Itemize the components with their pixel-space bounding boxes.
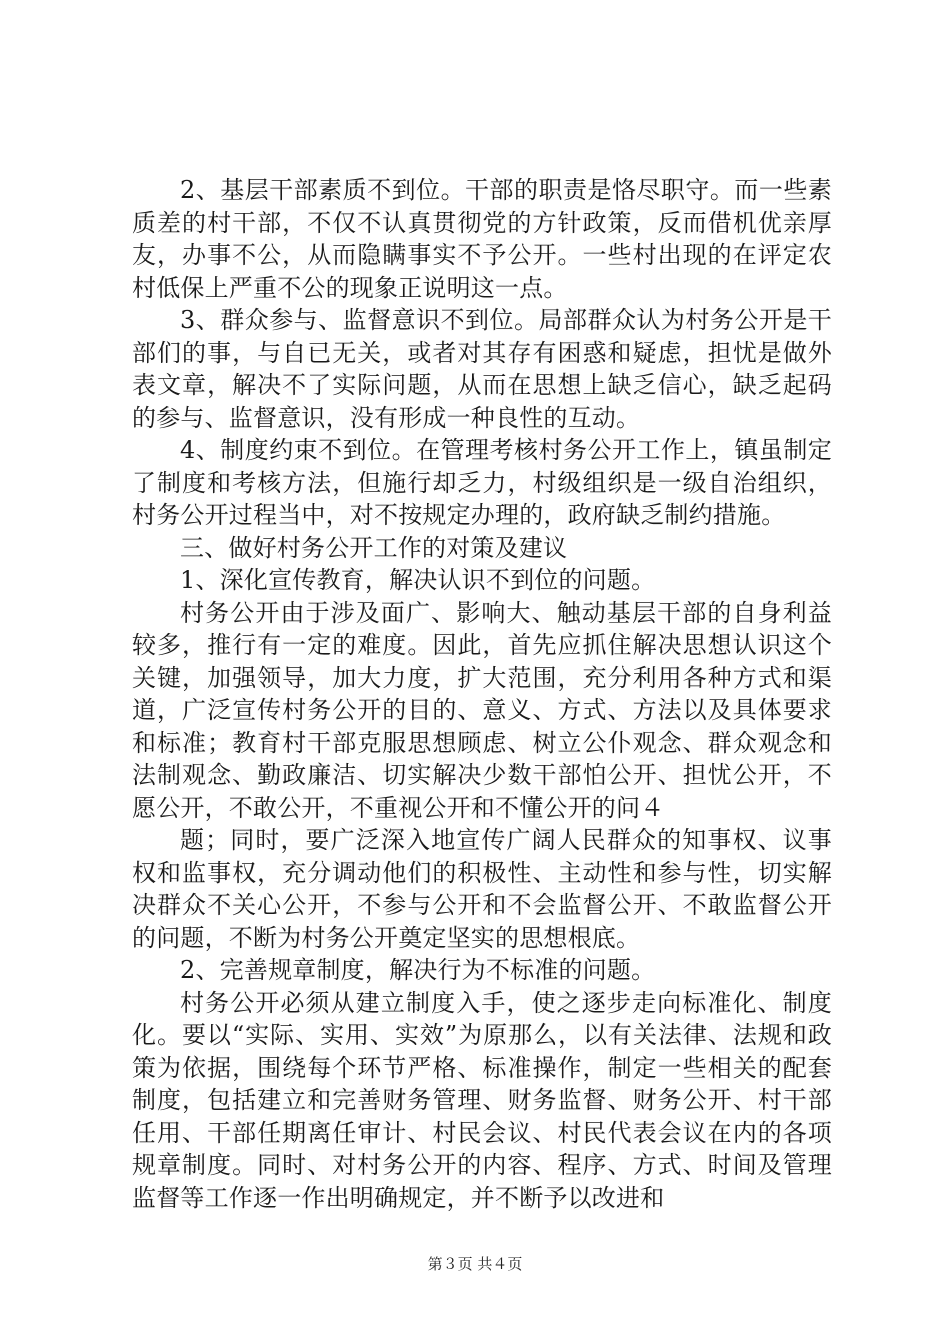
paragraph-public-participation: 3、群众参与、监督意识不到位。局部群众认为村务公开是干部们的事，与自已无关，或者对其存有困惑和疑虑，担忧是做外表文章，解决不了实际问题，从而在思想上缺乏信心，缺乏起码的参与、监督意识，没有形成一种良性的互动。 (132, 306, 832, 432)
page-number-footer: 第３页 共４页 (427, 1255, 523, 1273)
section-heading-countermeasures: 三、做好村务公开工作的对策及建议 (180, 533, 568, 562)
paragraph-system-constraint: 4、制度约束不到位。在管理考核村务公开工作上，镇虽制定了制度和考核方法，但施行却乏力，村级组织是一级自治组织，村务公开过程当中，对不按规定办理的，政府缺乏制约措施。 (132, 436, 832, 529)
document-body (132, 174, 832, 1214)
subheading-publicity-education: 1、深化宣传教育，解决认识不到位的问题。 (180, 566, 656, 594)
paragraph-publicity-continued: 题；同时，要广泛深入地宣传广阔人民群众的知事权、议事权和监事权，充分调动他们的积极性、主动性和参与性，切实解决群众不关心公开，不参与公开和不会监督公开、不敢监督公开的问题，不断为村务公开奠定坚实的思想根底。 (132, 826, 832, 952)
subheading-rules-system: 2、完善规章制度，解决行为不标准的问题。 (180, 956, 656, 984)
paragraph-publicity-body: 村务公开由于涉及面广、影响大、触动基层干部的自身利益较多，推行有一定的难度。因此，首先应抓住解决思想认识这个关键，加强领导，加大力度，扩大范围，充分利用各种方式和渠道，广泛宣传村务公开的目的、意义、方式、方法以及具体要求和标准；教育村干部克服思想顾虑、树立公仆观念、群众观念和法制观念、勤政廉洁、切实解决少数干部怕公开、担忧公开，不愿公开，不敢公开，不重视公开和不懂公开的问４ (132, 598, 832, 822)
paragraph-cadre-quality: 2、基层干部素质不到位。干部的职责是恪尽职守。而一些素质差的村干部，不仅不认真贯彻党的方针政策，反而借机优亲厚友，办事不公，从而隐瞒事实不予公开。一些村出现的在评定农村低保上严重不公的现象正说明这一点。 (132, 176, 832, 302)
paragraph-rules-body: 村务公开必须从建立制度入手，使之逐步走向标准化、制度化。要以“实际、实用、实效”为原那么，以有关法律、法规和政策为依据，围绕每个环节严格、标准操作，制定一些相关的配套制度，包括建立和完善财务管理、财务监督、财务公开、村干部任用、干部任期离任审计、村民会议、村民代表会议在内的各项规章制度。同时、对村务公开的内容、程序、方式、时间及管理监督等工作逐一作出明确规定，并不断予以改进和 (132, 988, 832, 1212)
